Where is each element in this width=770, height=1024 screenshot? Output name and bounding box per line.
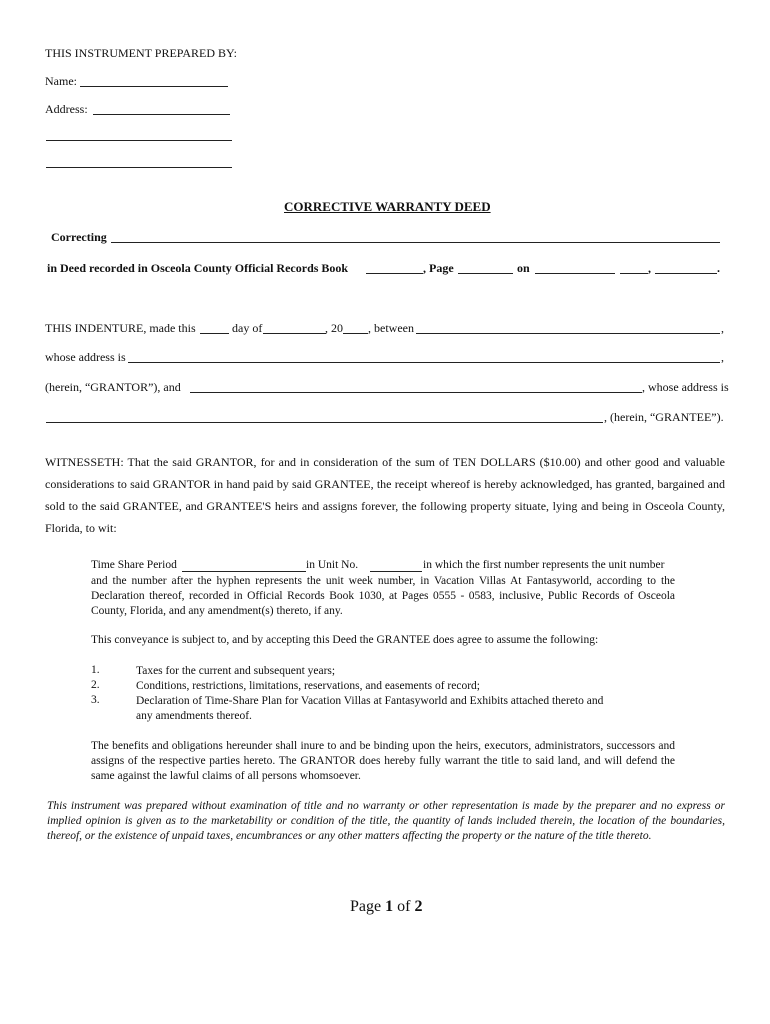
- unit-which-text: in which the first number represents the unit number: [423, 559, 665, 571]
- list-item-text: Declaration of Time-Share Plan for Vacation Villas at Fantasyworld and Exhibits attached thereto and any amendments thereof.: [136, 695, 604, 722]
- page-label: , Page: [423, 261, 454, 275]
- page-field[interactable]: [458, 273, 513, 274]
- list-item-text: Taxes for the current and subsequent years;: [136, 665, 336, 677]
- conveyance-text: This conveyance is subject to, and by accepting this Deed the GRANTEE does agree to assume the following:: [91, 634, 599, 646]
- document-title: CORRECTIVE WARRANTY DEED: [284, 199, 491, 214]
- address-label: Address:: [45, 102, 88, 116]
- indenture-between: , between: [368, 321, 414, 335]
- page-word: Page: [350, 898, 386, 915]
- whose-address-label-2: , whose address is: [642, 380, 729, 394]
- timeshare-description: and the number after the hyphen represents the unit week number, in Vacation Villas At Fantasyworld, according to the Declaration thereof, recorded in Official Records Book 1030, at Pages 0555 - 0583, inclusive, Public Records of Osceola County, Florida, and any amendment(s) thereto, if any.: [91, 575, 675, 617]
- date-comma: ,: [648, 261, 651, 275]
- list-item-text: Conditions, restrictions, limitations, reservations, and easements of record;: [136, 680, 480, 692]
- unit-no-label: in Unit No.: [306, 559, 359, 571]
- indenture-comma-2: ,: [721, 350, 724, 364]
- page-of-word: of: [393, 898, 415, 915]
- preparer-heading: THIS INSTRUMENT PREPARED BY:: [45, 46, 237, 60]
- indenture-day-of: day of: [232, 321, 263, 335]
- benefits-paragraph: The benefits and obligations hereunder shall inure to and be binding upon the heirs, executors, administrators, successors and assigns of the respective parties hereto. The GRANTOR does hereby fully warrant the title to said land, and will defend the same against the lawful claims of all persons whomsoever.: [91, 740, 675, 782]
- grantee-name-field[interactable]: [190, 392, 642, 393]
- recorded-text: in Deed recorded in Osceola County Official Records Book: [47, 261, 349, 275]
- indenture-year-prefix: , 20: [325, 321, 343, 335]
- page-number: [350, 898, 422, 916]
- indenture-year-field[interactable]: [343, 333, 368, 334]
- name-label: Name:: [45, 74, 77, 88]
- date-field-month[interactable]: [535, 273, 615, 274]
- herein-grantee-label: , (herein, “GRANTEE”).: [604, 410, 724, 424]
- page-total: 2: [414, 898, 423, 915]
- page-current: 1: [385, 898, 394, 915]
- witnesseth-paragraph: WITNESSETH: That the said GRANTOR, for and in consideration of the sum of TEN DOLLARS ($10.00) and other good and valuable considerations to said GRANTOR in hand paid by said GRANTEE, the receipt whereof is hereby acknowledged, has granted, bargained and sold to the said GRANTEE, and GRANTEE'S heirs and assigns forever, the following property situate, lying and being in Osceola County, Florida, to wit:: [45, 455, 725, 535]
- date-field-day[interactable]: [620, 273, 648, 274]
- address-field[interactable]: [93, 114, 230, 115]
- address-line-2[interactable]: [46, 140, 232, 141]
- list-item-number: 2.: [91, 679, 100, 691]
- grantor-name-field[interactable]: [416, 333, 720, 334]
- correcting-field[interactable]: [111, 242, 720, 243]
- timeshare-period-field[interactable]: [182, 571, 306, 572]
- name-field[interactable]: [80, 86, 228, 87]
- disclaimer-paragraph: This instrument was prepared without examination of title and no warranty or other representation is made by the preparer and no express or implied opinion is given as to the marketability or condition of the title, the quantity of lands included therein, the location of the boundaries, thereof, or the existence of unpaid taxes, encumbrances or any other matters affecting the property or the nature of the title thereto.: [47, 800, 725, 842]
- grantor-address-field[interactable]: [128, 362, 720, 363]
- on-label: on: [517, 261, 530, 275]
- indenture-month-field[interactable]: [263, 333, 326, 334]
- indenture-comma-1: ,: [721, 321, 724, 335]
- correcting-label: Correcting: [51, 230, 107, 244]
- unit-no-field[interactable]: [370, 571, 422, 572]
- date-period: .: [717, 261, 720, 275]
- timeshare-period-label: Time Share Period: [91, 559, 177, 571]
- book-field[interactable]: [366, 273, 423, 274]
- list-item-number: 3.: [91, 694, 100, 706]
- address-line-3[interactable]: [46, 167, 232, 168]
- indenture-made-this: THIS INDENTURE, made this: [45, 321, 196, 335]
- indenture-day-field[interactable]: [200, 333, 229, 334]
- grantee-address-field[interactable]: [46, 422, 603, 423]
- date-field-year[interactable]: [655, 273, 717, 274]
- herein-grantor-label: (herein, “GRANTOR”), and: [45, 380, 181, 394]
- whose-address-label: whose address is: [45, 350, 126, 364]
- list-item-number: 1.: [91, 664, 100, 676]
